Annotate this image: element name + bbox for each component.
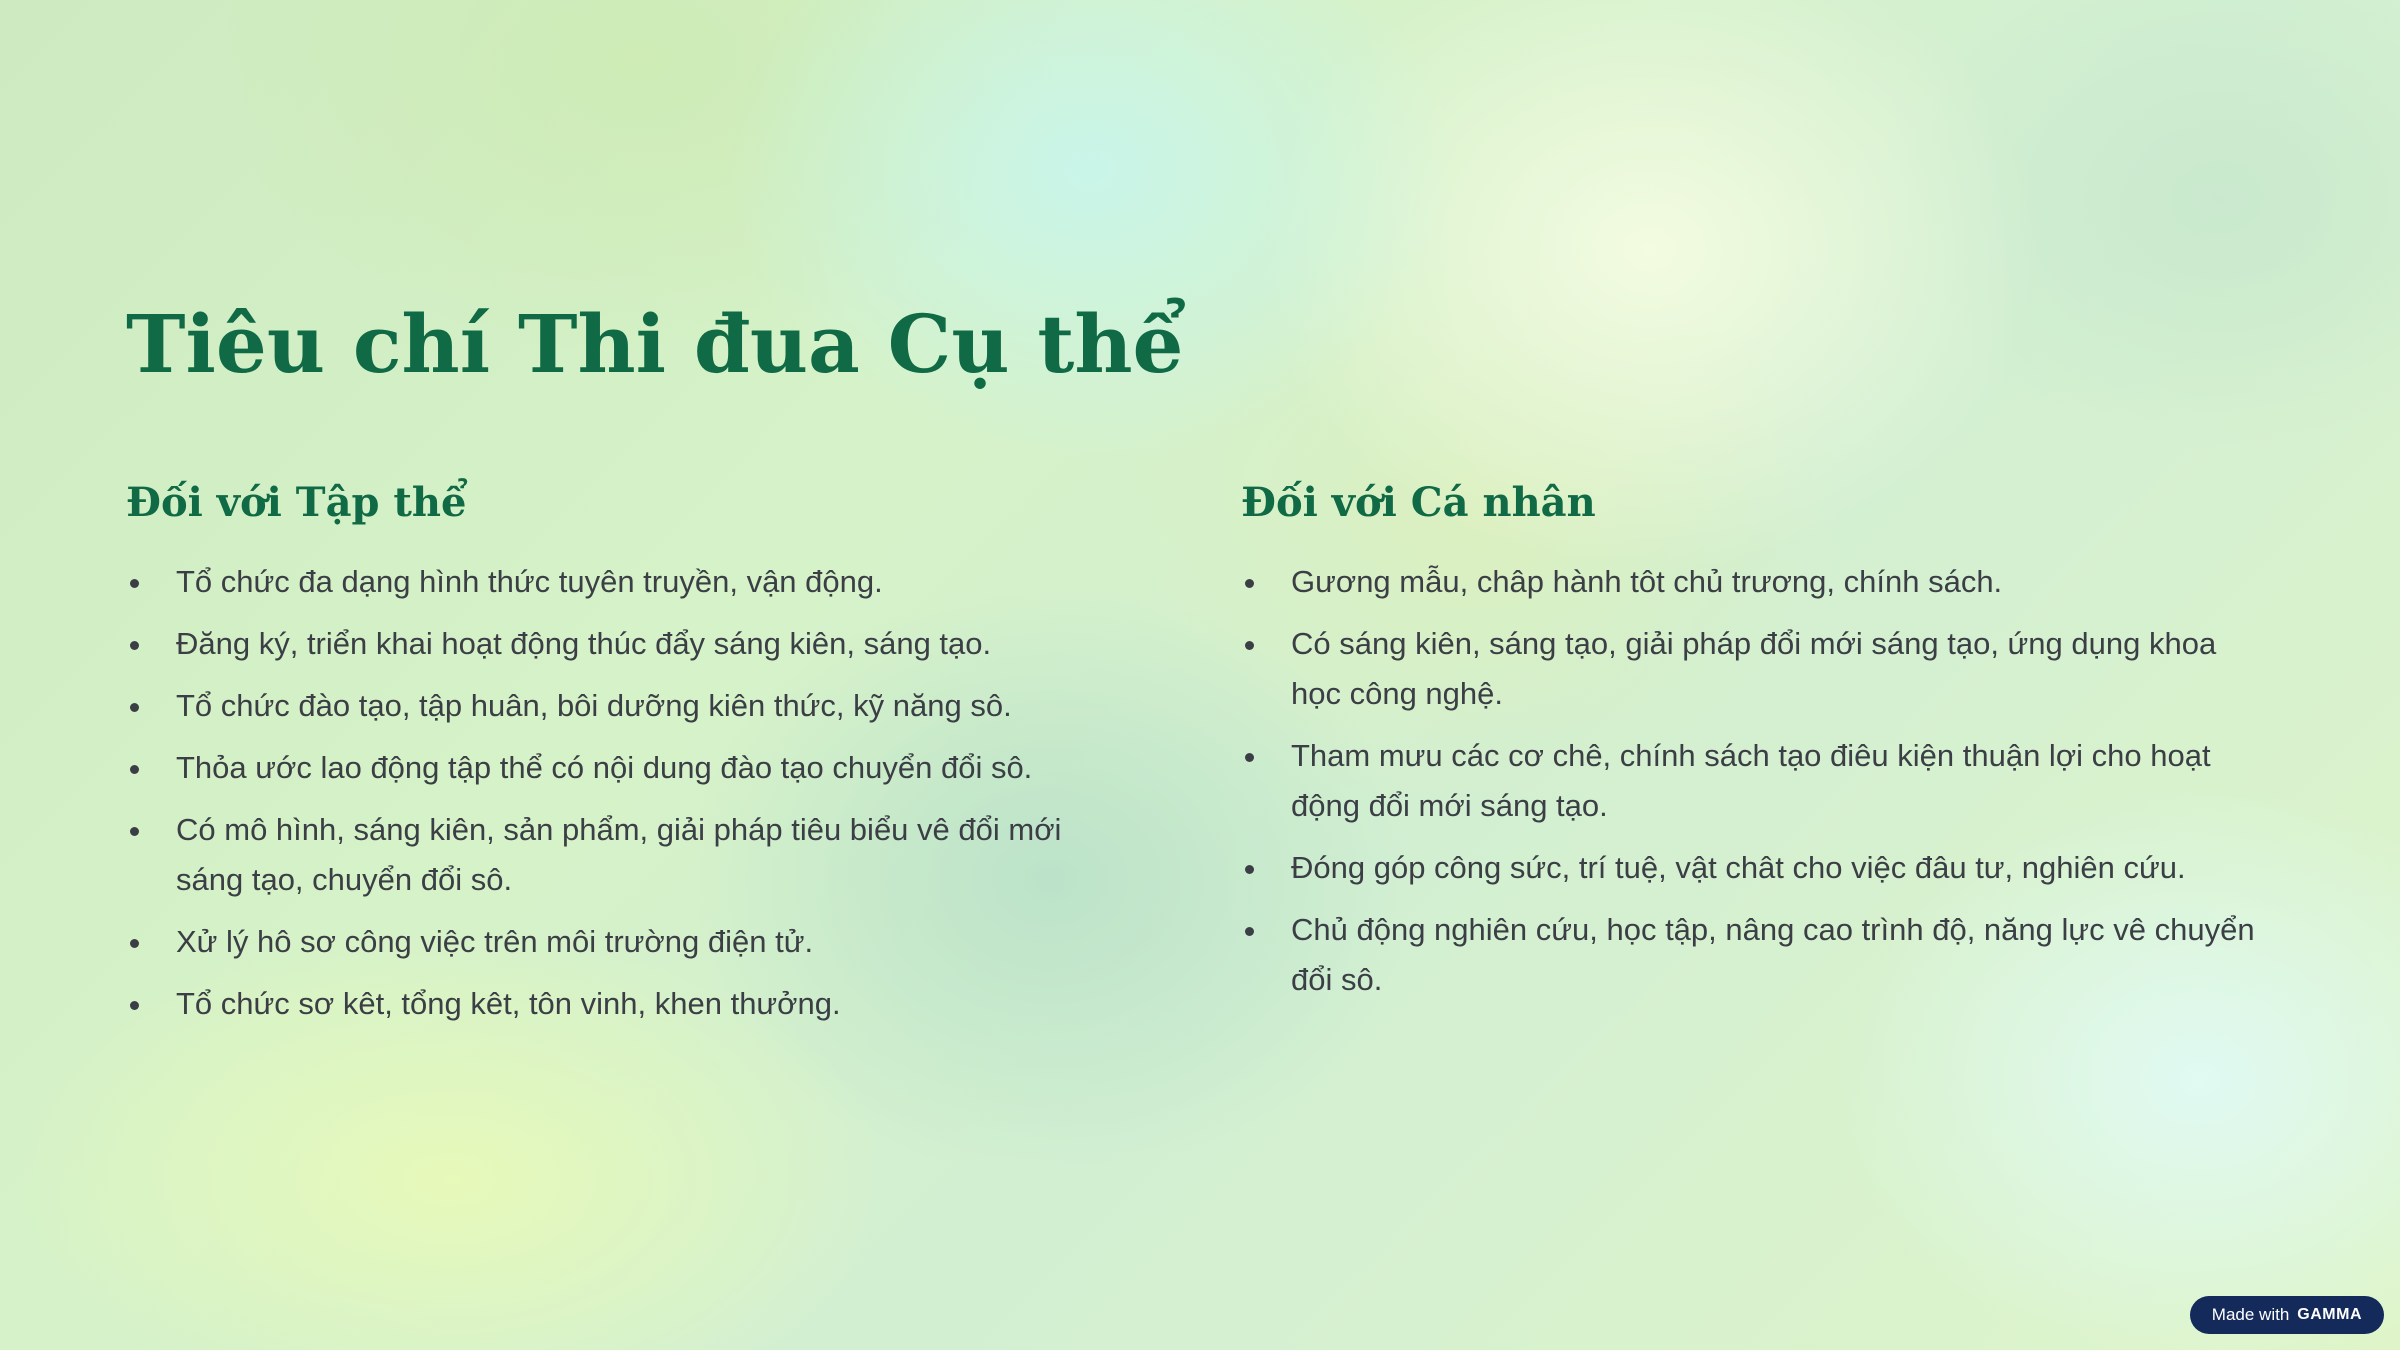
list-item-text: Xử lý hô sơ công việc trên môi trường điện tử.: [176, 924, 814, 959]
list-item: [126, 557, 1116, 607]
list-item: [1241, 557, 2271, 607]
list-item: [126, 979, 1116, 1029]
list-item: [126, 619, 1116, 669]
list-item: [126, 917, 1116, 967]
bullet-icon: [130, 579, 139, 588]
list-item-text: Tổ chức đào tạo, tập huân, bôi dưỡng kiên thức, kỹ năng sô.: [176, 688, 1012, 723]
right-column: [1241, 477, 2271, 1017]
list-item: [126, 681, 1116, 731]
bullet-icon: [130, 1001, 139, 1010]
list-item-text: Đăng ký, triển khai hoạt động thúc đẩy sáng kiên, sáng tạo.: [176, 626, 992, 661]
bullet-icon: [130, 939, 139, 948]
bullet-icon: [130, 765, 139, 774]
list-item-text: Gương mẫu, châp hành tôt chủ trương, chính sách.: [1291, 564, 2003, 599]
bullet-icon: [130, 827, 139, 836]
left-column-heading: Đối với Tập thể: [126, 479, 467, 526]
list-item-text: Tham mưu các cơ chê, chính sách tạo điêu kiện thuận lợi cho hoạt động đổi mới sáng tạo.: [1291, 738, 2211, 823]
bullet-icon: [1245, 641, 1254, 650]
list-item-text: Tổ chức sơ kêt, tổng kêt, tôn vinh, khen thưởng.: [176, 986, 841, 1021]
right-column-list: [1241, 557, 2271, 1005]
list-item: [126, 805, 1116, 905]
slide-title: Tiêu chí Thi đua Cụ thể: [126, 297, 1184, 391]
list-item: [1241, 619, 2271, 719]
right-column-heading: Đối với Cá nhân: [1241, 479, 1596, 526]
list-item-text: Có sáng kiên, sáng tạo, giải pháp đổi mới sáng tạo, ứng dụng khoa học công nghệ.: [1291, 626, 2217, 711]
list-item-text: Chủ động nghiên cứu, học tập, nâng cao trình độ, năng lực vê chuyển đổi sô.: [1291, 912, 2255, 997]
list-item-text: Đóng góp công sức, trí tuệ, vật chât cho việc đâu tư, nghiên cứu.: [1291, 850, 2186, 885]
list-item-text: Tổ chức đa dạng hình thức tuyên truyền, vận động.: [176, 564, 883, 599]
bullet-icon: [1245, 865, 1254, 874]
left-column-list: [126, 557, 1116, 1029]
list-item-text: Thỏa ước lao động tập thể có nội dung đào tạo chuyển đổi sô.: [176, 750, 1033, 785]
made-with-gamma-badge[interactable]: [2190, 1296, 2384, 1334]
left-column: [126, 477, 1116, 1041]
bullet-icon: [130, 641, 139, 650]
list-item: [1241, 905, 2271, 1005]
gamma-logo: GAMMA: [2297, 1306, 2362, 1323]
list-item-text: Có mô hình, sáng kiên, sản phẩm, giải pháp tiêu biểu vê đổi mới sáng tạo, chuyển đổi sô.: [176, 812, 1062, 897]
badge-prefix: Made with: [2211, 1305, 2290, 1324]
list-item: [1241, 843, 2271, 893]
bullet-icon: [1245, 579, 1254, 588]
bullet-icon: [130, 703, 139, 712]
bullet-icon: [1245, 753, 1254, 762]
bullet-icon: [1245, 927, 1254, 936]
list-item: [126, 743, 1116, 793]
list-item: [1241, 731, 2271, 831]
